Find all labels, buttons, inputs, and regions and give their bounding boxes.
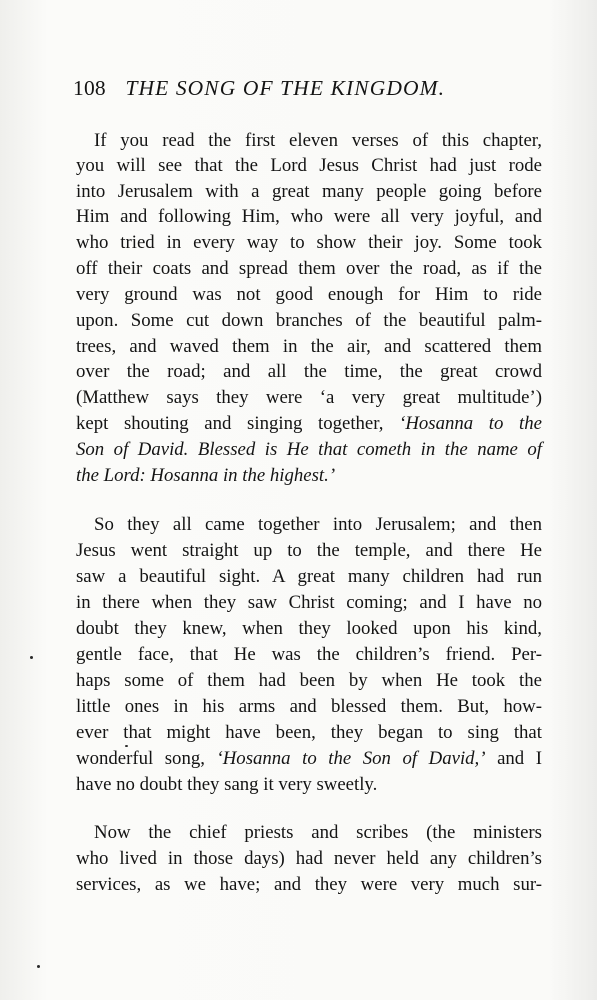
text-line (76, 260, 542, 279)
line-text: (Matthew says they were ‘a very great multitude’) (76, 387, 542, 408)
line-text: into Jerusalem with a great many people going before (76, 181, 542, 202)
line-text: saw a beautiful sight. A great many children had run (76, 566, 542, 587)
text-line (76, 132, 542, 151)
text-line (76, 620, 542, 639)
ink-speck (30, 656, 33, 659)
text-line (76, 516, 542, 535)
text-line (76, 441, 542, 460)
line-text: kept shouting and singing together, (76, 413, 400, 434)
line-text: who lived in those days) had never held any children’s (76, 848, 542, 869)
text-line (76, 312, 542, 331)
text-line (76, 776, 542, 795)
line-text: you will see that the Lord Jesus Christ had just rode (76, 155, 542, 176)
text-line (76, 183, 542, 202)
text-line (76, 824, 542, 843)
text-line (76, 698, 542, 717)
page-header (73, 76, 523, 101)
text-line (76, 724, 542, 743)
line-text: off their coats and spread them over the road, as if the (76, 258, 542, 279)
ink-speck (125, 745, 128, 747)
text-line (76, 646, 542, 665)
line-text: and I (485, 748, 542, 769)
text-line (76, 338, 542, 357)
line-text: very ground was not good enough for Him to ride (76, 284, 542, 305)
italic-text: Son of David. Blessed is He that cometh in the name of (76, 439, 542, 460)
line-text: If you read the first eleven verses of this chapter, (94, 130, 542, 151)
text-line (76, 750, 542, 769)
italic-text: ‘Hosanna to the Son of David,’ (216, 748, 486, 769)
line-text: upon. Some cut down branches of the beautiful palm- (76, 310, 542, 331)
line-text: have no doubt they sang it very sweetly. (76, 774, 378, 795)
text-line (76, 876, 542, 895)
text-line (76, 850, 542, 869)
line-text: Now the chief priests and scribes (the ministers (94, 822, 542, 843)
text-line (76, 594, 542, 613)
text-line (76, 363, 542, 382)
text-line (76, 672, 542, 691)
text-line (76, 286, 542, 305)
text-line (76, 234, 542, 253)
text-line (76, 467, 542, 486)
line-text: Him and following Him, who were all very joyful, and (76, 206, 542, 227)
line-text: in there when they saw Christ coming; and I have no (76, 592, 542, 613)
line-text: doubt they knew, when they looked upon his kind, (76, 618, 542, 639)
line-text: over the road; and all the time, the great crowd (76, 361, 542, 382)
line-text: who tried in every way to show their joy. Some took (76, 232, 542, 253)
text-line (76, 208, 542, 227)
line-text: ever that might have been, they began to sing that (76, 722, 542, 743)
line-text: trees, and waved them in the air, and scattered them (76, 336, 542, 357)
page-number: 108 (73, 76, 106, 100)
line-text: services, as we have; and they were very much sur- (76, 874, 542, 895)
italic-text: the Lord: Hosanna in the highest.’ (76, 465, 336, 486)
line-text: Jesus went straight up to the temple, and there He (76, 540, 542, 561)
ink-speck (37, 965, 40, 968)
text-line (76, 568, 542, 587)
text-line (76, 542, 542, 561)
line-text: gentle face, that He was the children’s friend. Per- (76, 644, 542, 665)
text-line (76, 157, 542, 176)
italic-text: ‘Hosanna to the (399, 413, 542, 434)
line-text: little ones in his arms and blessed them. But, how- (76, 696, 542, 717)
line-text: haps some of them had been by when He took the (76, 670, 542, 691)
line-text: So they all came together into Jerusalem; and then (94, 514, 542, 535)
text-line (76, 415, 542, 434)
running-title: THE SONG OF THE KINGDOM. (125, 76, 446, 100)
line-text: wonderful song, (76, 748, 217, 769)
text-line (76, 389, 542, 408)
